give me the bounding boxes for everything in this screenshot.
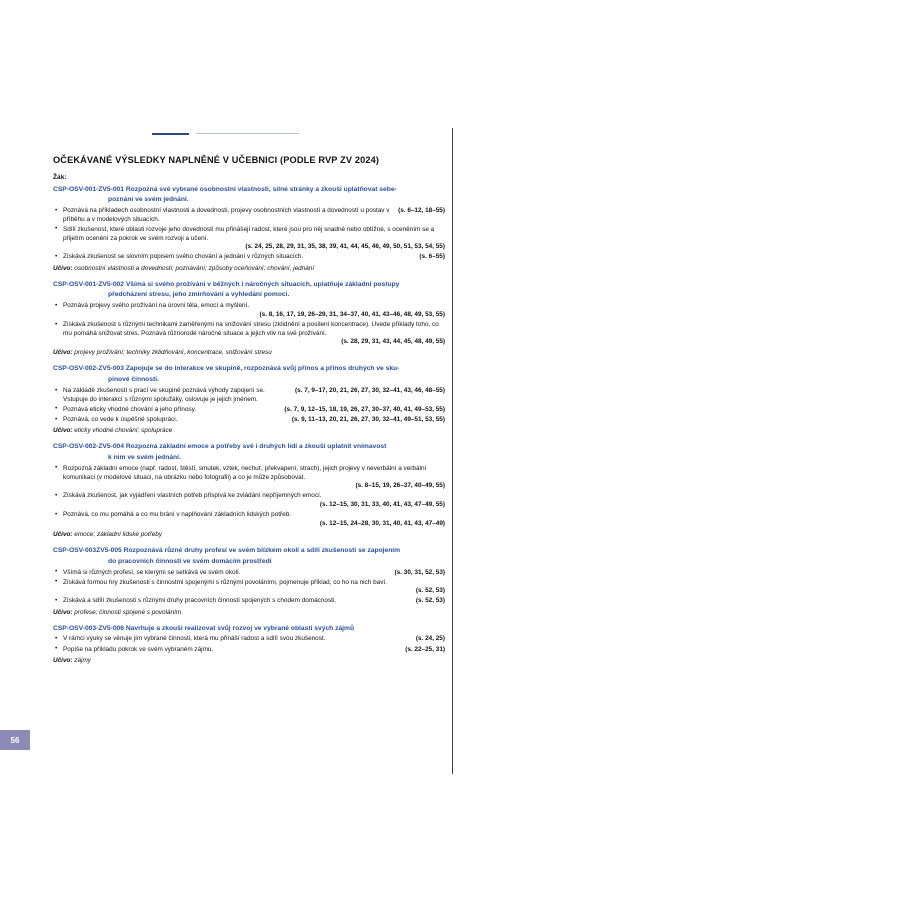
document-content	[53, 155, 445, 673]
page-reference: • (s. 6–12, 18–55)	[398, 207, 445, 215]
list-item	[53, 416, 445, 425]
ucivo-label: Učivo:	[53, 264, 73, 272]
page-reference: • (s. 30, 31, 52, 53)	[394, 568, 445, 576]
column-divider-line	[452, 128, 453, 774]
list-item	[53, 635, 445, 644]
outcome-block	[53, 281, 445, 357]
outcome-code-continuation-text: do pracovních činností ve svém domácím prostředí	[108, 557, 272, 565]
outcome-code: CSP-OSV-003-ZV5-006 Navrhuje a zkouší realizovat svůj rozvoj ve vybrané oblasti svých zájmů	[53, 624, 355, 632]
outcome-code-continuation	[53, 558, 445, 567]
page-reference: (s. 12–15, 30, 31, 33, 40, 41, 43, 47–49, 55)	[319, 500, 445, 508]
list-item-text: Získává zkušenost se slovním popisem svého chování a jednání v různých situacích.	[63, 253, 304, 261]
outcome-bullet-list	[53, 635, 445, 654]
intro-label: Žák:	[53, 173, 67, 181]
outcome-block	[53, 443, 445, 538]
list-item-text: Získává formou hry zkušenosti s činnostmi spojenými s různými povoláními, pojmenuje příklad, co ho na nich baví.	[63, 578, 387, 586]
page-reference: (s. 8–15, 19, 26–37, 40–49, 55)	[355, 482, 445, 490]
outcome-code-continuation-text: k nim ve svém jednání.	[108, 454, 181, 462]
outcome-block	[53, 625, 445, 664]
ucivo-text: emoce; základní lidské potřeby	[72, 530, 163, 538]
outcome-bullet-list	[53, 465, 445, 528]
list-item-text: Poznává, co vede k úspěšné spolupráci.	[63, 416, 178, 424]
page-reference: • (s. 6–55)	[419, 253, 445, 261]
list-item-text: Poznává na příkladech osobnostní vlastnosti a dovednosti, projevy osobnostních vlastností a dovedností u postav v příběhu a v modelových situacích.	[63, 207, 390, 223]
ucivo-label: Učivo:	[53, 349, 73, 357]
page-reference: • (s. 7, 9, 12–15, 18, 19, 26, 27, 30–37, 40, 41, 49–53, 55)	[284, 405, 445, 413]
header-rule-accent	[152, 133, 189, 135]
list-item-text: Získává zkušenost, jak vyjádření vlastních potřeb přispívá ke zvládání nepříjemných emocí.	[63, 492, 322, 500]
page-reference: • (s. 7, 9–17, 20, 21, 26, 27, 30, 32–41, 43, 46, 48–55)	[295, 387, 445, 395]
ucivo-text: osobnostní vlastnosti a dovednosti; poznávání; způsoby oceňování; chování, jednání	[72, 264, 315, 272]
list-item-text: Rozpozná základní emoce (např. radost, štěstí, smutek, vztek, nechuť, překvapení, strach), jejich projevy v neverbální a verbální komunikaci (v modelové situaci, na obrázku nebo fotografii) a co je může způsobovat.	[63, 464, 427, 481]
outcomes-list	[53, 186, 445, 664]
list-item	[53, 597, 445, 606]
list-item	[53, 207, 445, 224]
list-item	[53, 569, 445, 578]
list-item	[53, 492, 445, 509]
outcome-bullet-list	[53, 387, 445, 425]
ucivo-label: Učivo:	[53, 530, 73, 538]
ucivo-line	[53, 265, 445, 272]
ucivo-line	[53, 427, 445, 434]
outcome-code-continuation-text: předcházení stresu, jeho zmírňování a vyhledání pomoci.	[108, 291, 290, 299]
list-item-text: Poznává eticky vhodné chování a jeho přínosy.	[63, 405, 197, 413]
list-item-text: V rámci výuky se věnuje jím vybrané činnosti, která mu přináší radost a sdílí svou zkušenost.	[63, 635, 326, 643]
list-item	[53, 646, 445, 655]
header-rule-light	[196, 133, 299, 134]
page-reference: (s. 8, 16, 17, 19, 26–29, 31, 34–37, 40, 41, 43–46, 48, 49, 53, 55)	[259, 310, 445, 318]
ucivo-line	[53, 657, 445, 664]
page-reference: • (s. 24, 25)	[415, 635, 445, 643]
list-item	[53, 387, 445, 404]
list-item-text: Získává a sdílí zkušenosti s různými druhy pracovních činností spojených s chodem domácnosti.	[63, 597, 337, 605]
outcome-code-continuation	[53, 454, 445, 463]
list-item	[53, 511, 445, 528]
list-item-text: Popíše na příkladu pokrok ve svém vybraném zájmu.	[63, 645, 214, 653]
list-item-text: Poznává, co mu pomáhá a co mu brání v naplňování základních lidských potřeb.	[63, 511, 292, 519]
list-item	[53, 302, 445, 319]
outcome-code-continuation	[53, 291, 445, 300]
ucivo-line	[53, 531, 445, 538]
outcome-bullet-list	[53, 207, 445, 262]
outcome-block	[53, 186, 445, 272]
ucivo-text: eticky vhodné chování; spolupráce	[72, 427, 173, 435]
outcome-code-continuation-text: poznání ve svém jednání.	[108, 196, 189, 204]
page-reference: (s. 52, 53)	[415, 587, 445, 595]
outcome-code-continuation	[53, 376, 445, 385]
list-item	[53, 253, 445, 262]
list-item-text: Získává zkušenost s různými technikami zaměřenými na snižování stresu (zklidnění a posílení koncentrace). Uvede příklady toho, co mu pomáhá snižovat stres. Poznává různorodé náročné situace a jejich vliv na své prožívání.	[63, 321, 439, 337]
page-reference: (s. 12–15, 24–28, 30, 31, 40, 41, 43, 47–49)	[319, 519, 445, 527]
ucivo-label: Učivo:	[53, 427, 73, 435]
list-item	[53, 406, 445, 415]
outcome-code: CSP-OSV-002-ZV5-003 Zapojuje se do interakce ve skupině, rozpoznává svůj přínos a přínos druhých ve sku-	[53, 365, 400, 373]
list-item-text: Poznává projevy svého prožívání na úrovni těla, emocí a myšlení.	[63, 302, 250, 310]
page-title: OČEKÁVANÉ VÝSLEDKY NAPLNĚNÉ V UČEBNICI (PODLE RVP ZV 2024)	[53, 155, 380, 165]
page-reference: • (s. 22–25, 31)	[405, 645, 445, 653]
list-item	[53, 321, 445, 347]
outcome-code: CSP-OSV-002-ZV5-004 Rozpozná základní emoce a potřeby své i druhých lidí a zkouší uplatnit vnímavost	[53, 443, 387, 451]
outcome-code: CSP-OSV-001-ZV5-002 Všímá si svého prožívání v běžných i náročných situacích, uplatňuje základní postupy	[53, 280, 400, 288]
page-number-badge: 56	[0, 730, 30, 750]
list-item-text: Sdílí zkušenost, které oblasti rozvoje jeho dovedností mu přinášejí radost, které jsou pro něj snadné nebo obtížné, s oceněním se a přijetím ocenění za pokrok ve svém rozvoji a učení.	[63, 225, 435, 242]
ucivo-line	[53, 349, 445, 356]
ucivo-label: Učivo:	[53, 608, 73, 616]
page-reference: (s. 28, 29, 31, 43, 44, 45, 48, 49, 55)	[341, 338, 445, 346]
outcome-block	[53, 365, 445, 434]
outcome-code: CSP-OSV-003ZV5-005 Rozpoznává různé druhy profesí ve svém blízkém okolí a sdílí zkušenosti se zapojením	[53, 546, 401, 554]
list-item-text: Všímá si různých profesí, se kterými se setkává ve svém okolí.	[63, 568, 241, 576]
ucivo-text: zájmy	[72, 656, 91, 664]
ucivo-text: profese; činnosti spojené s povoláním	[72, 608, 182, 616]
ucivo-label: Učivo:	[53, 656, 73, 664]
list-item-text: Na základě zkušeností s prací ve skupině poznává výhody zapojení se. Vstupuje do interakcí s různými spolužáky, oslovuje je jejich jménem.	[63, 387, 265, 403]
list-item	[53, 579, 445, 596]
outcome-code: CSP-OSV-001-ZV5-001 Rozpozná své vybrané osobnostní vlastnosti, silné stránky a zkouší uplatňovat sebe-	[53, 185, 397, 193]
outcome-bullet-list	[53, 302, 445, 347]
outcome-bullet-list	[53, 569, 445, 607]
ucivo-text: projevy prožívání; techniky zklidňování, koncentrace, snižování stresu	[72, 349, 272, 357]
page-reference: (s. 24, 25, 28, 29, 31, 35, 38, 39, 41, 44, 45, 46, 49, 50, 51, 53, 54, 55)	[245, 243, 445, 251]
list-item	[53, 465, 445, 491]
list-item	[53, 226, 445, 252]
outcome-code-continuation-text: pinové činnosti.	[108, 376, 159, 384]
ucivo-line	[53, 609, 445, 616]
page-reference: • (s. 9, 11–13, 20, 21, 26, 27, 30, 32–41, 49–51, 53, 55)	[291, 416, 445, 424]
outcome-block	[53, 547, 445, 616]
page-reference: • (s. 52, 53)	[415, 597, 445, 605]
outcome-code-continuation	[53, 196, 445, 205]
